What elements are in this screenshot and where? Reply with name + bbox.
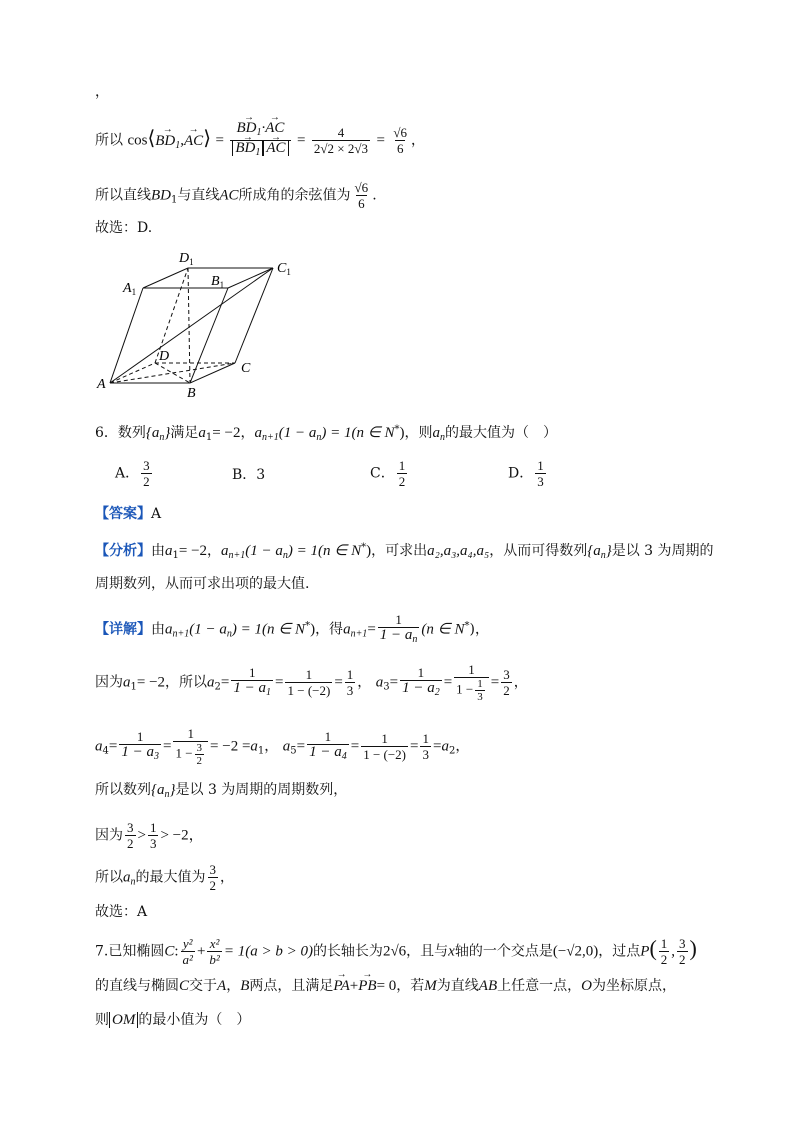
label-A: A [97, 377, 106, 392]
q6-option-b: B．3 [232, 467, 266, 483]
q7-line-1: 7.已知椭圆C: $\frac{\text{y²}}{\text{a²}}$ + $\frac{\text{x²}}{\text{b²}}$ = 1(a > b > 0)的长轴长为2√6，且与x轴的一个交点是(−√2,0)，过点P( $\frac{1}{2}$ , $\frac{3}{2}$ ) [95, 935, 697, 967]
cos-formula-line: 所以 cos⟨→ $BD_1,\to$ AC⟩ = → $BD_1\cdot\to$ AC → $BD_1\to$ AC = $\frac{4}{2√2 \times 2√3}$ = $\frac{√6}{6}$ ， [95, 121, 425, 160]
q6-option-c: C． $\frac{1}{2}$ [370, 458, 406, 489]
label-A1: $A_1$ [123, 281, 137, 297]
label-C: C [241, 361, 251, 376]
answer-line: 【答案】A [95, 506, 162, 522]
q6-option-a: A． $\frac{3}{2}$ [115, 458, 150, 489]
q7-line-2: 的直线与椭圆C交于A，B两点，且满足→ PA+→ PB= 0，若M为直线AB上任意一点，O为坐标原点， [95, 976, 676, 996]
q7-line-3: 则 OM 的最小值为（ ） [95, 1012, 251, 1028]
top-comma: ， [95, 84, 109, 100]
detail-line-3: $a_4=$ $\frac{1}{1 - a_3}$ = 1 1 − $\frac{3}{2}$ = $-2 =a_1$， $a_5=$ $\frac{1}{1 - a_4}$ = $\frac{1}{1 - (-2)}$ = $\frac{1}{3}$ $=a_2$， [95, 726, 470, 767]
choose-d: 故选：D. [95, 220, 153, 236]
label-B1: $B_1$ [211, 274, 225, 290]
detail-line-1: 【详解】由$a_{n+1}(1 - a_n) = 1(n$ ∈ N*)，得$a_{n+1}=$ $\frac{1}{1 - a_n}$ (n ∈ N*)， [95, 612, 489, 645]
detail-line-7: 故选：A [95, 904, 148, 920]
detail-line-5: 因为 $\frac{3}{2}$ > $\frac{1}{3}$ > −2， [95, 820, 204, 851]
label-B: B [187, 386, 196, 398]
detail-line-6: 所以$a_n$的最大值为 $\frac{3}{2}$ ， [95, 862, 234, 893]
label-C1: $C_1$ [277, 261, 291, 277]
label-D1: $D_1$ [179, 251, 194, 267]
q6-stem: 6．数列$\{a_n\}$满足$a_1= -2$，$a_{n+1}(1 - a_n) = 1(n$ ∈ N*)，则$a_n$的最大值为（ ） [95, 424, 558, 443]
analysis-line-1: 【分析】由$a_1= -2$，$a_{n+1}(1 - a_n) = 1(n$ ∈ N*)，可求出a₂,a₃,a₄,a₅，从而可得数列$\{a_n\}$是以 3 为周期的 [95, 542, 714, 561]
detail-line-2: 因为$a_1= -2$，所以$a_2=$ $\frac{1}{1 - a_1}$ = $\frac{1}{1 - (-2)}$ = $\frac{1}{3}$ ， $a_3=$ $\frac{1}{1 - a_2}$ = 1 1 − $\frac{1}{3}$ = $\frac{3}{2}$ ， [95, 662, 528, 703]
parallelepiped-figure [95, 248, 315, 398]
label-D: D [159, 349, 170, 364]
detail-line-4: 所以数列$\{a_n\}$是以 3 为周期的周期数列， [95, 782, 348, 800]
analysis-line-2: 周期数列，从而可求出项的最大值. [95, 576, 310, 592]
q6-option-d: D． $\frac{1}{3}$ [508, 458, 544, 489]
conclusion-line: 所以直线$BD_1$与直线AC所成角的余弦值为 $\frac{√6}{6}$ . [95, 180, 377, 211]
